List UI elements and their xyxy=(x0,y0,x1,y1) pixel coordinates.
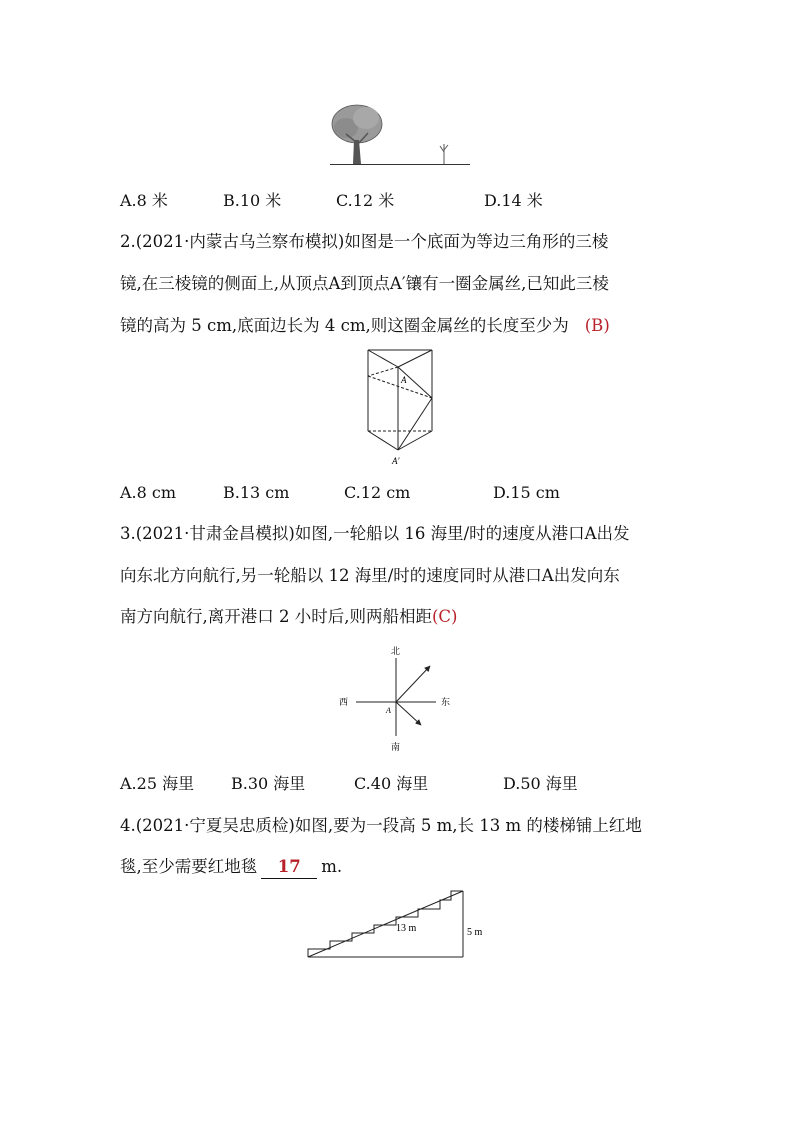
prism-figure xyxy=(360,346,440,470)
q3-option-d: D.50 海里 xyxy=(503,774,578,793)
q4-line-2-suffix: m. xyxy=(321,857,343,876)
q4-line-2 xyxy=(120,856,342,879)
q3-option-c: C.40 海里 xyxy=(354,774,429,793)
q1-option-a: A.8 米 xyxy=(120,191,168,210)
q2-option-b: B.13 cm xyxy=(223,483,290,502)
q2-answer: (B) xyxy=(584,316,610,335)
q3-option-a: A.25 海里 xyxy=(120,774,195,793)
small-tree-icon xyxy=(440,144,448,164)
q3-answer: (C) xyxy=(431,607,458,626)
q4-line-2-prefix: 毯,至少需要红地毯 xyxy=(120,857,258,876)
q3-line-3 xyxy=(120,606,457,628)
q2-option-c: C.12 cm xyxy=(344,483,411,502)
q1-option-c: C.12 米 xyxy=(336,191,395,210)
staircase-height-label: 5 m xyxy=(467,927,483,938)
compass-east: 东 xyxy=(441,697,451,707)
staircase-figure xyxy=(300,886,500,962)
q2-option-d: D.15 cm xyxy=(493,483,560,502)
q2-line-3-text: 镜的高为 5 cm,底面边长为 4 cm,则这圈金属丝的长度至少为 xyxy=(120,316,569,335)
q1-option-d: D.14 米 xyxy=(484,191,543,210)
q4-answer-blank: 17 xyxy=(261,856,317,879)
q3-option-b: B.30 海里 xyxy=(231,774,306,793)
q3-line-1: 3.(2021·甘肃金昌模拟)如图,一轮船以 16 海里/时的速度从港口A出发 xyxy=(120,524,630,543)
staircase-hyp-label: 13 m xyxy=(396,923,417,934)
q1-option-b: B.10 米 xyxy=(223,191,282,210)
compass-north: 北 xyxy=(391,646,401,656)
compass-south: 南 xyxy=(391,742,401,752)
prism-label-a: A xyxy=(401,375,407,385)
q3-line-2: 向东北方向航行,另一轮船以 12 海里/时的速度同时从港口A出发向东 xyxy=(120,566,620,585)
tree-icon xyxy=(332,105,382,164)
q4-line-1: 4.(2021·宁夏吴忠质检)如图,要为一段高 5 m,长 13 m 的楼梯铺上红地 xyxy=(120,816,642,835)
q3-line-3-text: 南方向航行,离开港口 2 小时后,则两船相距 xyxy=(120,607,432,626)
q2-line-1: 2.(2021·内蒙古乌兰察布模拟)如图是一个底面为等边三角形的三棱 xyxy=(120,232,609,251)
q2-line-2: 镜,在三棱镜的侧面上,从顶点A到顶点A′镶有一圈金属丝,已知此三棱 xyxy=(120,274,609,293)
compass-center-a: A xyxy=(386,706,391,715)
q2-option-a: A.8 cm xyxy=(120,483,177,502)
tree-figure xyxy=(326,100,472,170)
compass-west: 西 xyxy=(339,697,349,707)
compass-figure xyxy=(334,642,460,756)
q2-line-3 xyxy=(120,315,610,337)
prism-label-a-prime: A′ xyxy=(392,456,400,466)
